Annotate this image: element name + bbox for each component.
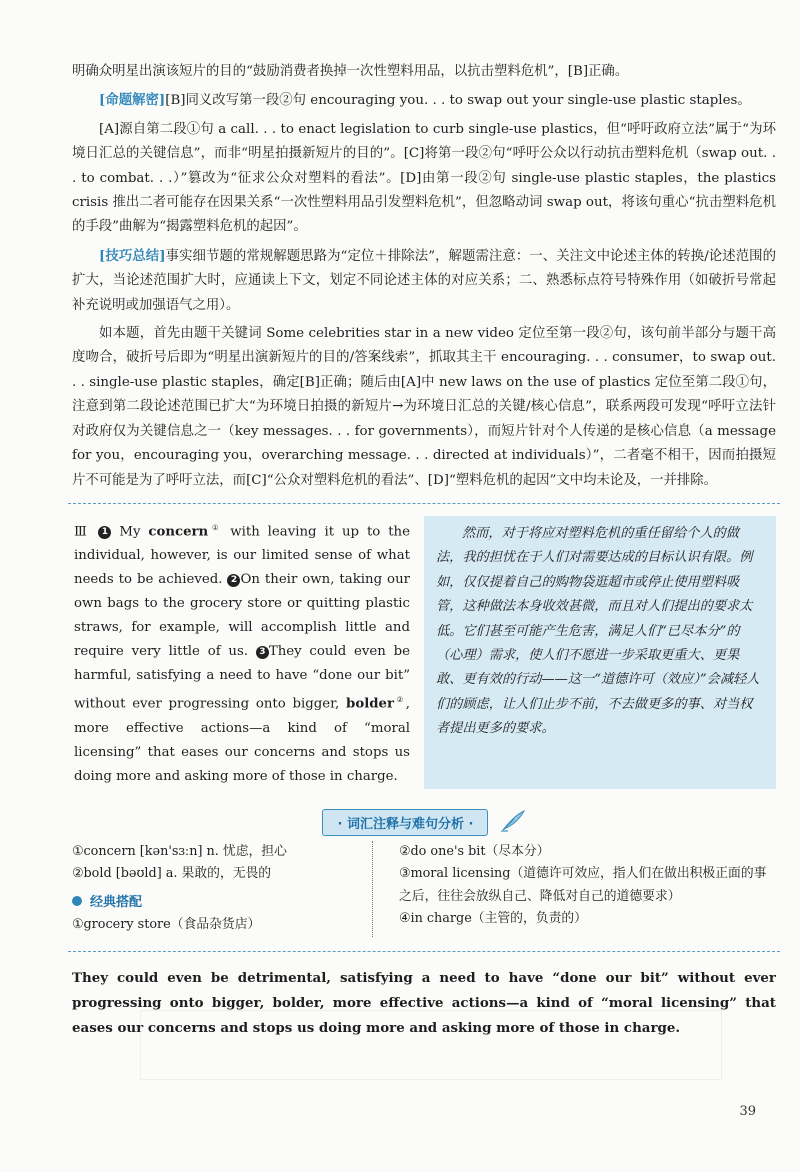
vocab-item: ①concern [kən'sɜːn] n. 忧虑，担心 bbox=[72, 843, 287, 859]
vocab-right-column bbox=[372, 841, 776, 937]
sentence-text: They could even be harmful, satisfying a need to have “done our bit” without ever progressing onto bigger, bbox=[74, 644, 410, 712]
analysis-line: 明确众明星出演该短片的目的“鼓励消费者换掉一次性塑料用品，以抗击塑料危机”，[B]正确。 bbox=[72, 64, 629, 79]
paragraph-roman: Ⅲ bbox=[74, 524, 91, 540]
jiqiao-paragraph bbox=[72, 244, 776, 318]
mingti-text: [B]同义改写第一段②句 encouraging you. . . to swap out your single-use plastic staples。 bbox=[165, 93, 751, 109]
vocab-item: ②bold [bəʊld] a. 果敢的，无畏的 bbox=[72, 866, 272, 882]
quill-icon bbox=[500, 810, 526, 836]
footnote-marker: ② bbox=[394, 695, 406, 705]
translation-box bbox=[424, 516, 776, 789]
vocab-notes bbox=[72, 841, 776, 937]
vocab-title-row bbox=[72, 809, 776, 835]
vocab-left-column bbox=[72, 841, 362, 937]
jiqiao-tag: [技巧总结] bbox=[99, 247, 166, 264]
page-number: 39 bbox=[739, 1104, 756, 1119]
vocab-item: ②do one's bit（尽本分） bbox=[399, 843, 550, 859]
section-divider bbox=[68, 503, 780, 504]
collocation-heading bbox=[72, 892, 362, 915]
english-passage bbox=[72, 516, 410, 789]
section-divider bbox=[68, 951, 780, 952]
example-paragraph: 如本题，首先由题干关键词 Some celebrities star in a new video 定位至第一段②句，该句前半部分与题干高度吻合，破折号后即为“明星出演新短片的目的/答案线索”，抓取其主干 encouraging. . . consumer，to swap out. . . single-use plastic staples，确定[B]正确；随后由[A]中 new laws on the use of plastics 定位至第二段①句，注意到第二段论述范围已扩大“为环境日拍摄的新短片→为环境日汇总的关键/核心信息”，联系两段可发现“呼吁立法针对政府仅为关键信息之一（key messages. . . for governments），而短片针对个人传递的是核心信息（a message for you，encouraging you，overarching message. . . directed at individuals）”，二者毫不相干，因而拍摄短片不可能是为了呼吁立法，而[C]“公众对塑料危机的看法”、[D]“塑料危机的起因”文中均未论及，一并排除。 bbox=[72, 326, 776, 488]
sentence-text: On their own, taking our own bags to the grocery store or quitting plastic straws, for example, will accomplish little and require very little of us. bbox=[74, 572, 410, 660]
sentence-number: 3 bbox=[256, 646, 269, 659]
collocation-title: 经典搭配 bbox=[90, 894, 143, 910]
hard-sentence: They could even be detrimental, satisfying a need to have “done our bit” without ever progressing onto bigger, bolder, more effective actions—a kind of “moral licensing” that eases our concerns and stops us doing more and asking more of those in charge. bbox=[72, 969, 776, 1036]
vocab-item: ③moral licensing（道德许可效应，指人们在做出积极正面的事之后，往往会放纵自己、降低对自己的道德要求） bbox=[399, 866, 767, 904]
mingti-tag: [命题解密] bbox=[99, 92, 166, 109]
option-analysis: [A]源自第二段①句 a call. . . to enact legislation to curb single-use plastics，但“呼吁政府立法”属于“为环境日汇总的关键信息”，而非“明星拍摄新短片的目的”。[C]将第一段②句“呼吁公众以行动抗击塑料危机（swap out. . . to combat. . .）”篡改为“征求公众对塑料的看法”。[D]由第一段②句 single-use plastic staples，the plastics crisis 推出二者可能存在因果关系“一次性塑料用品引发塑料危机”，但忽略动词 swap out，将该句重心“抗击塑料危机的手段”曲解为“揭露塑料危机的起因”。 bbox=[72, 121, 776, 235]
footnote-marker: ① bbox=[208, 522, 223, 532]
mingti-paragraph bbox=[72, 88, 776, 113]
jiqiao-text: 事实细节题的常规解题思路为“定位＋排除法”，解题需注意：一、关注文中论述主体的转换/论述范围的扩大，当论述范围扩大时，应通读上下文，划定不同论述主体的对应关系；二、熟悉标点符号特殊作用（如破折号常起补充说明或加强语气之用）。 bbox=[72, 248, 777, 313]
bleed-through-area bbox=[140, 1010, 722, 1080]
bullet-dot-icon bbox=[72, 896, 82, 906]
sentence-text: with leaving it up to the individual, however, is our limited sense of what needs to be achieved. bbox=[74, 524, 410, 588]
sentence-text: My bbox=[111, 524, 149, 540]
sentence-number: 2 bbox=[227, 574, 240, 587]
page-content bbox=[72, 60, 776, 1054]
vocab-section-title: · 词汇注释与难句分析 · bbox=[322, 809, 488, 836]
vocab-word: concern bbox=[148, 524, 209, 540]
sentence-text: , more effective actions—a kind of “moral licensing” that eases our concerns and stops us doing more and asking more of those in charge. bbox=[74, 696, 410, 784]
passage-section bbox=[72, 516, 776, 789]
sentence-number: 1 bbox=[98, 526, 111, 539]
collocation-item: ①grocery store（食品杂货店） bbox=[72, 917, 261, 933]
vocab-item: ④in charge（主管的，负责的） bbox=[399, 911, 587, 927]
translation-text: 然而，对于将应对塑料危机的重任留给个人的做法，我的担忧在于人们对需要达成的目标认识有限。例如，仅仅提着自己的购物袋逛超市或停止使用塑料吸管，这种做法本身收效甚微，而且对人们提出的要求太低。它们甚至可能产生危害，满足人们“已尽本分”的（心理）需求，使人们不愿进一步采取更重大、更果敢、更有效的行动——这一“道德许可（效应）”会减轻人们的顾虑，让人们止步不前，不去做更多的事、对当权者提出更多的要求。 bbox=[436, 525, 760, 737]
vocab-word: bolder bbox=[346, 696, 395, 712]
